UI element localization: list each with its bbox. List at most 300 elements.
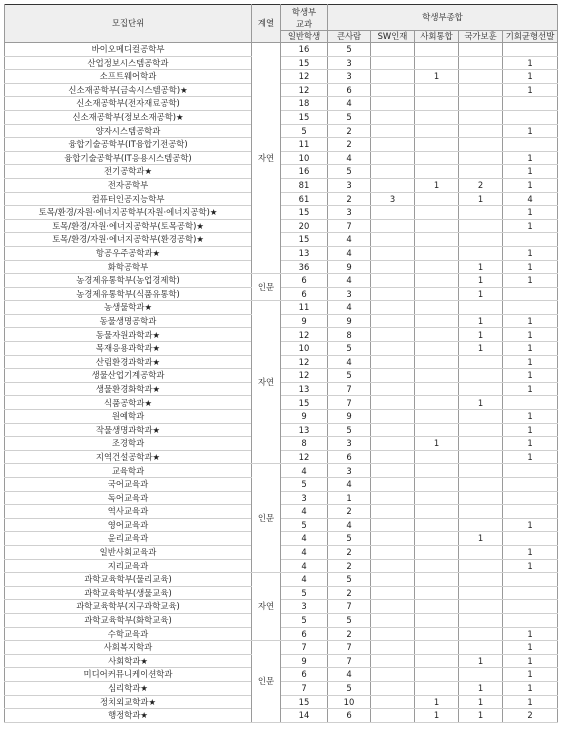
- unit-cell: 국어교육과: [5, 478, 252, 492]
- sw-cell: [371, 695, 415, 709]
- social-integration-cell: [415, 192, 459, 206]
- social-integration-cell: [415, 165, 459, 179]
- header-comprehensive: 학생부종합: [328, 5, 558, 31]
- general-student-cell: 5: [281, 613, 328, 627]
- veterans-cell: 1: [459, 681, 503, 695]
- table-row: [5, 545, 558, 559]
- social-integration-cell: [415, 260, 459, 274]
- opportunity-cell: [503, 573, 558, 587]
- unit-cell: 소프트웨어학과: [5, 70, 252, 84]
- general-student-cell: 15: [281, 695, 328, 709]
- keun-saram-cell: 5: [328, 369, 371, 383]
- social-integration-cell: [415, 301, 459, 315]
- header-unit: 모집단위: [5, 5, 252, 43]
- sw-cell: [371, 437, 415, 451]
- veterans-cell: [459, 246, 503, 260]
- table-row: [5, 274, 558, 288]
- general-student-cell: 15: [281, 110, 328, 124]
- social-integration-cell: [415, 532, 459, 546]
- table-row: [5, 437, 558, 451]
- category-cell: 인문: [252, 274, 281, 301]
- table-row: [5, 124, 558, 138]
- social-integration-cell: [415, 342, 459, 356]
- social-integration-cell: [415, 274, 459, 288]
- social-integration-cell: [415, 83, 459, 97]
- unit-cell: 토목/환경/자원·에너지공학부(토목공학)★: [5, 219, 252, 233]
- veterans-cell: 1: [459, 532, 503, 546]
- social-integration-cell: [415, 328, 459, 342]
- table-row: [5, 138, 558, 152]
- table-row: [5, 478, 558, 492]
- veterans-cell: [459, 478, 503, 492]
- opportunity-cell: 1: [503, 382, 558, 396]
- keun-saram-cell: 4: [328, 151, 371, 165]
- sw-cell: [371, 709, 415, 723]
- keun-saram-cell: 2: [328, 586, 371, 600]
- sw-cell: [371, 450, 415, 464]
- unit-cell: 바이오메디컬공학부: [5, 43, 252, 57]
- social-integration-cell: [415, 396, 459, 410]
- general-student-cell: 4: [281, 545, 328, 559]
- unit-cell: 신소재공학부(금속시스템공학)★: [5, 83, 252, 97]
- category-cell: 인문: [252, 464, 281, 573]
- sw-cell: [371, 600, 415, 614]
- unit-cell: 심리학과★: [5, 681, 252, 695]
- keun-saram-cell: 5: [328, 43, 371, 57]
- keun-saram-cell: 7: [328, 219, 371, 233]
- table-row: [5, 709, 558, 723]
- veterans-cell: 1: [459, 192, 503, 206]
- opportunity-cell: [503, 43, 558, 57]
- keun-saram-cell: 3: [328, 70, 371, 84]
- veterans-cell: [459, 641, 503, 655]
- social-integration-cell: [415, 43, 459, 57]
- unit-cell: 농경제유통학부(농업경제학): [5, 274, 252, 288]
- keun-saram-cell: 4: [328, 355, 371, 369]
- opportunity-cell: 1: [503, 165, 558, 179]
- social-integration-cell: [415, 151, 459, 165]
- general-student-cell: 4: [281, 532, 328, 546]
- opportunity-cell: 1: [503, 328, 558, 342]
- unit-cell: 식품공학과★: [5, 396, 252, 410]
- general-student-cell: 4: [281, 559, 328, 573]
- keun-saram-cell: 3: [328, 464, 371, 478]
- opportunity-cell: [503, 600, 558, 614]
- unit-cell: 신소재공학부(정보소재공학)★: [5, 110, 252, 124]
- unit-cell: 동물생명공학과: [5, 314, 252, 328]
- table-row: [5, 206, 558, 220]
- unit-cell: 융합기술공학부(IT응용시스템공학): [5, 151, 252, 165]
- sw-cell: [371, 641, 415, 655]
- general-student-cell: 14: [281, 709, 328, 723]
- table-row: [5, 641, 558, 655]
- social-integration-cell: [415, 206, 459, 220]
- unit-cell: 농경제유통학부(식품유통학): [5, 287, 252, 301]
- table-row: [5, 627, 558, 641]
- general-student-cell: 5: [281, 586, 328, 600]
- general-student-cell: 18: [281, 97, 328, 111]
- table-row: [5, 178, 558, 192]
- table-row: [5, 423, 558, 437]
- header-general-student: 일반학생: [281, 31, 328, 43]
- unit-cell: 동물자원과학과★: [5, 328, 252, 342]
- social-integration-cell: [415, 613, 459, 627]
- unit-cell: 일반사회교육과: [5, 545, 252, 559]
- opportunity-cell: 1: [503, 56, 558, 70]
- opportunity-cell: 1: [503, 151, 558, 165]
- sw-cell: [371, 233, 415, 247]
- keun-saram-cell: 3: [328, 437, 371, 451]
- unit-cell: 미디어커뮤니케이션학과: [5, 668, 252, 682]
- sw-cell: [371, 287, 415, 301]
- general-student-cell: 6: [281, 274, 328, 288]
- social-integration-cell: 1: [415, 437, 459, 451]
- keun-saram-cell: 5: [328, 613, 371, 627]
- general-student-cell: 13: [281, 382, 328, 396]
- opportunity-cell: [503, 532, 558, 546]
- veterans-cell: [459, 124, 503, 138]
- general-student-cell: 36: [281, 260, 328, 274]
- unit-cell: 영어교육과: [5, 518, 252, 532]
- keun-saram-cell: 4: [328, 233, 371, 247]
- opportunity-cell: 1: [503, 681, 558, 695]
- table-row: [5, 532, 558, 546]
- veterans-cell: [459, 56, 503, 70]
- sw-cell: [371, 573, 415, 587]
- general-student-cell: 5: [281, 518, 328, 532]
- unit-cell: 산업정보시스템공학과: [5, 56, 252, 70]
- keun-saram-cell: 6: [328, 450, 371, 464]
- keun-saram-cell: 5: [328, 342, 371, 356]
- opportunity-cell: [503, 287, 558, 301]
- veterans-cell: 1: [459, 314, 503, 328]
- general-student-cell: 12: [281, 328, 328, 342]
- opportunity-cell: [503, 505, 558, 519]
- keun-saram-cell: 9: [328, 314, 371, 328]
- social-integration-cell: [415, 233, 459, 247]
- unit-cell: 융합기술공학부(IT융합기전공학): [5, 138, 252, 152]
- table-row: [5, 355, 558, 369]
- keun-saram-cell: 1: [328, 491, 371, 505]
- opportunity-cell: [503, 478, 558, 492]
- unit-cell: 토목/환경/자원·에너지공학부(자원·에너지공학)★: [5, 206, 252, 220]
- veterans-cell: [459, 450, 503, 464]
- keun-saram-cell: 4: [328, 246, 371, 260]
- header-category: 계열: [252, 5, 281, 43]
- social-integration-cell: [415, 600, 459, 614]
- table-row: [5, 559, 558, 573]
- veterans-cell: [459, 505, 503, 519]
- social-integration-cell: [415, 314, 459, 328]
- opportunity-cell: 1: [503, 695, 558, 709]
- unit-cell: 사회복지학과: [5, 641, 252, 655]
- opportunity-cell: 1: [503, 124, 558, 138]
- general-student-cell: 10: [281, 342, 328, 356]
- sw-cell: [371, 83, 415, 97]
- keun-saram-cell: 9: [328, 260, 371, 274]
- veterans-cell: [459, 423, 503, 437]
- sw-cell: [371, 301, 415, 315]
- veterans-cell: 1: [459, 274, 503, 288]
- header-comp-col: 사회통합: [415, 31, 459, 43]
- opportunity-cell: [503, 138, 558, 152]
- table-row: [5, 165, 558, 179]
- general-student-cell: 61: [281, 192, 328, 206]
- sw-cell: [371, 56, 415, 70]
- social-integration-cell: [415, 627, 459, 641]
- opportunity-cell: 1: [503, 314, 558, 328]
- general-student-cell: 16: [281, 165, 328, 179]
- keun-saram-cell: 7: [328, 396, 371, 410]
- opportunity-cell: 1: [503, 219, 558, 233]
- general-student-cell: 15: [281, 56, 328, 70]
- table-row: [5, 573, 558, 587]
- opportunity-cell: 1: [503, 437, 558, 451]
- veterans-cell: 1: [459, 260, 503, 274]
- general-student-cell: 6: [281, 627, 328, 641]
- table-row: [5, 681, 558, 695]
- unit-cell: 토목/환경/자원·에너지공학부(환경공학)★: [5, 233, 252, 247]
- sw-cell: [371, 43, 415, 57]
- general-student-cell: 7: [281, 641, 328, 655]
- category-cell: 자연: [252, 43, 281, 274]
- unit-cell: 윤리교육과: [5, 532, 252, 546]
- social-integration-cell: [415, 586, 459, 600]
- sw-cell: [371, 246, 415, 260]
- veterans-cell: [459, 219, 503, 233]
- social-integration-cell: [415, 355, 459, 369]
- table-row: [5, 396, 558, 410]
- social-integration-cell: [415, 124, 459, 138]
- keun-saram-cell: 4: [328, 668, 371, 682]
- veterans-cell: 1: [459, 709, 503, 723]
- table-row: [5, 287, 558, 301]
- sw-cell: [371, 478, 415, 492]
- table-row: [5, 56, 558, 70]
- veterans-cell: [459, 83, 503, 97]
- table-row: [5, 151, 558, 165]
- sw-cell: [371, 355, 415, 369]
- veterans-cell: [459, 355, 503, 369]
- table-row: [5, 314, 558, 328]
- general-student-cell: 20: [281, 219, 328, 233]
- general-student-cell: 12: [281, 369, 328, 383]
- opportunity-cell: 1: [503, 450, 558, 464]
- unit-cell: 신소재공학부(전자재료공학): [5, 97, 252, 111]
- table-row: [5, 192, 558, 206]
- category-cell: 자연: [252, 573, 281, 641]
- keun-saram-cell: 5: [328, 681, 371, 695]
- unit-cell: 전기공학과★: [5, 165, 252, 179]
- veterans-cell: [459, 301, 503, 315]
- opportunity-cell: 1: [503, 654, 558, 668]
- sw-cell: [371, 668, 415, 682]
- opportunity-cell: 1: [503, 518, 558, 532]
- sw-cell: [371, 518, 415, 532]
- table-row: [5, 110, 558, 124]
- table-row: [5, 505, 558, 519]
- keun-saram-cell: 5: [328, 532, 371, 546]
- social-integration-cell: [415, 423, 459, 437]
- general-student-cell: 3: [281, 491, 328, 505]
- table-row: [5, 70, 558, 84]
- opportunity-cell: 1: [503, 70, 558, 84]
- opportunity-cell: 4: [503, 192, 558, 206]
- general-student-cell: 9: [281, 314, 328, 328]
- veterans-cell: [459, 586, 503, 600]
- social-integration-cell: 1: [415, 695, 459, 709]
- table-row: [5, 328, 558, 342]
- veterans-cell: [459, 206, 503, 220]
- sw-cell: [371, 613, 415, 627]
- general-student-cell: 6: [281, 668, 328, 682]
- table-row: [5, 43, 558, 57]
- keun-saram-cell: 9: [328, 410, 371, 424]
- veterans-cell: [459, 43, 503, 57]
- general-student-cell: 10: [281, 151, 328, 165]
- general-student-cell: 12: [281, 83, 328, 97]
- sw-cell: [371, 70, 415, 84]
- unit-cell: 농생물학과★: [5, 301, 252, 315]
- veterans-cell: [459, 437, 503, 451]
- social-integration-cell: [415, 246, 459, 260]
- veterans-cell: [459, 613, 503, 627]
- social-integration-cell: 1: [415, 70, 459, 84]
- opportunity-cell: [503, 586, 558, 600]
- opportunity-cell: 1: [503, 410, 558, 424]
- veterans-cell: 1: [459, 396, 503, 410]
- keun-saram-cell: 2: [328, 559, 371, 573]
- opportunity-cell: 2: [503, 709, 558, 723]
- general-student-cell: 9: [281, 654, 328, 668]
- social-integration-cell: [415, 505, 459, 519]
- opportunity-cell: 1: [503, 545, 558, 559]
- keun-saram-cell: 6: [328, 83, 371, 97]
- veterans-cell: [459, 97, 503, 111]
- general-student-cell: 16: [281, 43, 328, 57]
- social-integration-cell: 1: [415, 709, 459, 723]
- sw-cell: [371, 423, 415, 437]
- unit-cell: 사회학과★: [5, 654, 252, 668]
- veterans-cell: [459, 559, 503, 573]
- opportunity-cell: 1: [503, 627, 558, 641]
- header-comp-col: 큰사람: [328, 31, 371, 43]
- veterans-cell: 1: [459, 342, 503, 356]
- table-row: [5, 668, 558, 682]
- opportunity-cell: 1: [503, 246, 558, 260]
- unit-cell: 원예학과: [5, 410, 252, 424]
- general-student-cell: 15: [281, 396, 328, 410]
- keun-saram-cell: 3: [328, 178, 371, 192]
- social-integration-cell: [415, 491, 459, 505]
- keun-saram-cell: 2: [328, 124, 371, 138]
- keun-saram-cell: 7: [328, 654, 371, 668]
- veterans-cell: [459, 369, 503, 383]
- sw-cell: [371, 260, 415, 274]
- general-student-cell: 5: [281, 124, 328, 138]
- social-integration-cell: 1: [415, 178, 459, 192]
- table-row: [5, 518, 558, 532]
- opportunity-cell: 1: [503, 641, 558, 655]
- veterans-cell: [459, 138, 503, 152]
- social-integration-cell: [415, 681, 459, 695]
- opportunity-cell: 1: [503, 83, 558, 97]
- sw-cell: [371, 151, 415, 165]
- opportunity-cell: [503, 613, 558, 627]
- sw-cell: [371, 342, 415, 356]
- veterans-cell: [459, 165, 503, 179]
- sw-cell: 3: [371, 192, 415, 206]
- social-integration-cell: [415, 668, 459, 682]
- general-student-cell: 81: [281, 178, 328, 192]
- unit-cell: 컴퓨터인공지능학부: [5, 192, 252, 206]
- table-row: [5, 464, 558, 478]
- header-student-record: 학생부: [281, 5, 328, 20]
- keun-saram-cell: 3: [328, 206, 371, 220]
- general-student-cell: 5: [281, 478, 328, 492]
- veterans-cell: [459, 151, 503, 165]
- keun-saram-cell: 5: [328, 573, 371, 587]
- table-row: [5, 246, 558, 260]
- sw-cell: [371, 654, 415, 668]
- keun-saram-cell: 2: [328, 545, 371, 559]
- keun-saram-cell: 4: [328, 301, 371, 315]
- sw-cell: [371, 491, 415, 505]
- general-student-cell: 13: [281, 246, 328, 260]
- keun-saram-cell: 5: [328, 110, 371, 124]
- unit-cell: 작물생명과학과★: [5, 423, 252, 437]
- sw-cell: [371, 627, 415, 641]
- general-student-cell: 12: [281, 70, 328, 84]
- sw-cell: [371, 586, 415, 600]
- social-integration-cell: [415, 559, 459, 573]
- sw-cell: [371, 97, 415, 111]
- opportunity-cell: 1: [503, 355, 558, 369]
- unit-cell: 교육학과: [5, 464, 252, 478]
- keun-saram-cell: 10: [328, 695, 371, 709]
- admissions-table: [4, 4, 558, 723]
- unit-cell: 지리교육과: [5, 559, 252, 573]
- sw-cell: [371, 274, 415, 288]
- sw-cell: [371, 545, 415, 559]
- veterans-cell: [459, 382, 503, 396]
- social-integration-cell: [415, 654, 459, 668]
- unit-cell: 목재응용과학과★: [5, 342, 252, 356]
- sw-cell: [371, 505, 415, 519]
- table-row: [5, 97, 558, 111]
- header-comp-col: 국가보훈: [459, 31, 503, 43]
- social-integration-cell: [415, 410, 459, 424]
- social-integration-cell: [415, 545, 459, 559]
- veterans-cell: [459, 600, 503, 614]
- keun-saram-cell: 4: [328, 274, 371, 288]
- veterans-cell: 1: [459, 287, 503, 301]
- veterans-cell: [459, 627, 503, 641]
- table-row: [5, 586, 558, 600]
- general-student-cell: 12: [281, 355, 328, 369]
- veterans-cell: 1: [459, 654, 503, 668]
- general-student-cell: 8: [281, 437, 328, 451]
- opportunity-cell: 1: [503, 369, 558, 383]
- general-student-cell: 6: [281, 287, 328, 301]
- keun-saram-cell: 6: [328, 709, 371, 723]
- general-student-cell: 12: [281, 450, 328, 464]
- general-student-cell: 15: [281, 233, 328, 247]
- table-row: [5, 369, 558, 383]
- sw-cell: [371, 369, 415, 383]
- keun-saram-cell: 3: [328, 56, 371, 70]
- unit-cell: 행정학과★: [5, 709, 252, 723]
